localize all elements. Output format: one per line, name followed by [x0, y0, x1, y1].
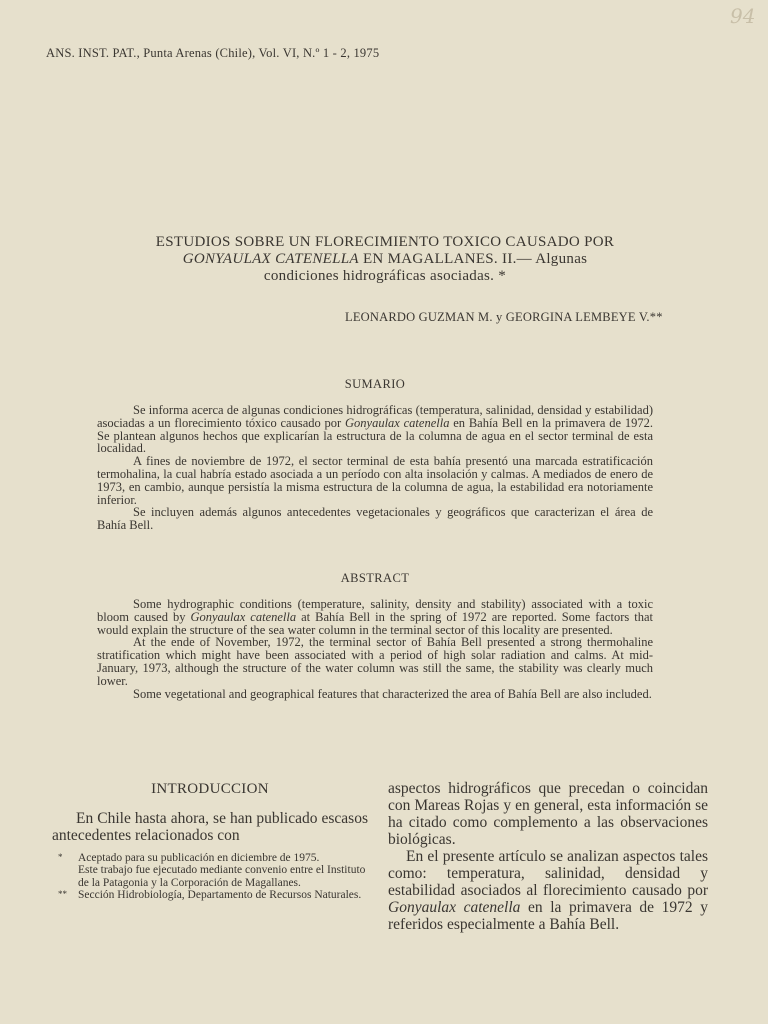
- footnote-1b: [60, 864, 368, 889]
- abstract-species: Gonyaulax catenella: [190, 609, 297, 624]
- sumario-paragraph-1: [97, 404, 653, 455]
- title-line-2: [90, 251, 680, 268]
- article-title: [90, 234, 680, 285]
- footnote-2-mark: **: [58, 888, 67, 899]
- sumario-paragraph-2: A fines de noviembre de 1972, el sector terminal de esta bahía presentó una marcada estratificación termohalina, la cual habría estado asociada a un período con alta insolación y calmas. A mediados de enero de 1973, en cambio, aunque persistía la misma estructura de la columna de agua, la estabilidad era notoriamente inferior.: [97, 454, 653, 507]
- footnote-2: [60, 889, 368, 901]
- handwritten-page-number: 94: [730, 4, 756, 28]
- abstract-paragraph-3: Some vegetational and geographical features that characterized the area of Bahía Bell are also included.: [133, 686, 652, 701]
- intro-right-species: Gonyaulax catenella: [388, 899, 521, 916]
- intro-left-column: [52, 810, 368, 844]
- title-line-1: ESTUDIOS SOBRE UN FLORECIMIENTO TOXICO CAUSADO POR: [155, 234, 615, 250]
- sumario-p1-text-b: en Bahía Bell en la primavera de 1972. Se plantean algunos hechos que explicarían la estructura de la columna de agua en el sector terminal de esta localidad.: [97, 415, 653, 456]
- footnote-1-mark: *: [58, 852, 63, 862]
- sumario-body: [97, 404, 653, 532]
- journal-header: ANS. INST. PAT., Punta Arenas (Chile), Vol. VI, N.º 1 - 2, 1975: [46, 46, 380, 60]
- footnote-2-text: Sección Hidrobiología, Departamento de Recursos Naturales.: [78, 888, 362, 901]
- sumario-paragraph-3: Se incluyen además algunos antecedentes vegetacionales y geográficos que caracterizan el área de Bahía Bell.: [97, 505, 653, 533]
- intro-right-p2-text-b: en la primavera de 1972 y referidos especialmente a Bahía Bell.: [388, 899, 708, 933]
- sumario-heading: SUMARIO: [344, 377, 406, 391]
- title-species: GONYAULAX CATENELLA: [182, 251, 359, 267]
- authors: LEONARDO GUZMAN M. y GEORGINA LEMBEYE V.**: [345, 310, 663, 324]
- abstract-paragraph-1: [97, 598, 653, 636]
- abstract-p1-text-b: at Bahía Bell in the spring of 1972 are reported. Some factors that would explain the structure of the sea water column in the terminal sector of this locality are presented.: [97, 609, 653, 637]
- title-line-3: condiciones hidrográficas asociadas. *: [263, 268, 507, 284]
- intro-heading: INTRODUCCION: [151, 781, 269, 797]
- abstract-heading: ABSTRACT: [340, 571, 410, 585]
- abstract-p1-text-a: Some hydrographic conditions (temperature, salinity, density and stability) associated with a toxic bloom caused by: [97, 597, 653, 624]
- intro-right-p2-text-a: En el presente artículo se analizan aspectos tales como: temperatura, salinidad, densidad y estabilidad asociados al florecimiento causado por: [388, 848, 708, 899]
- sumario-species: Gonyaulax catenella: [345, 415, 450, 430]
- intro-right-paragraph-2: [388, 848, 708, 933]
- sumario-p1-text-a: Se informa acerca de algunas condiciones hidrográficas (temperatura, salinidad, densidad y estabilidad) asociadas a un florecimiento tóxico causado por: [97, 403, 653, 430]
- abstract-paragraph-2: At the ende of November, 1972, the terminal sector of Bahía Bell presented a strong thermohaline stratification which might have been associated with a period of high solar radiation and calms. At mid-January, 1973, although the structure of the water column was still the same, the stability was clearly much lower.: [97, 635, 653, 688]
- title-line-2-rest: EN MAGALLANES. II.— Algunas: [358, 251, 588, 267]
- intro-left-paragraph: En Chile hasta ahora, se han publicado escasos antecedentes relacionados con: [52, 810, 368, 844]
- footnote-1b-text: Este trabajo fue ejecutado mediante convenio entre el Instituto de la Patagonia y la Corporación de Magallanes.: [78, 864, 366, 889]
- footnotes: [60, 852, 368, 901]
- footnote-1-text: Aceptado para su publicación en diciembre de 1975.: [78, 852, 320, 864]
- abstract-body: [97, 598, 653, 700]
- intro-right-paragraph-1: aspectos hidrográficos que precedan o coincidan con Mareas Rojas y en general, esta información se ha citado como complemento a las observaciones biológicas.: [388, 780, 708, 848]
- footnote-1: [60, 852, 368, 864]
- intro-right-column: [388, 780, 708, 933]
